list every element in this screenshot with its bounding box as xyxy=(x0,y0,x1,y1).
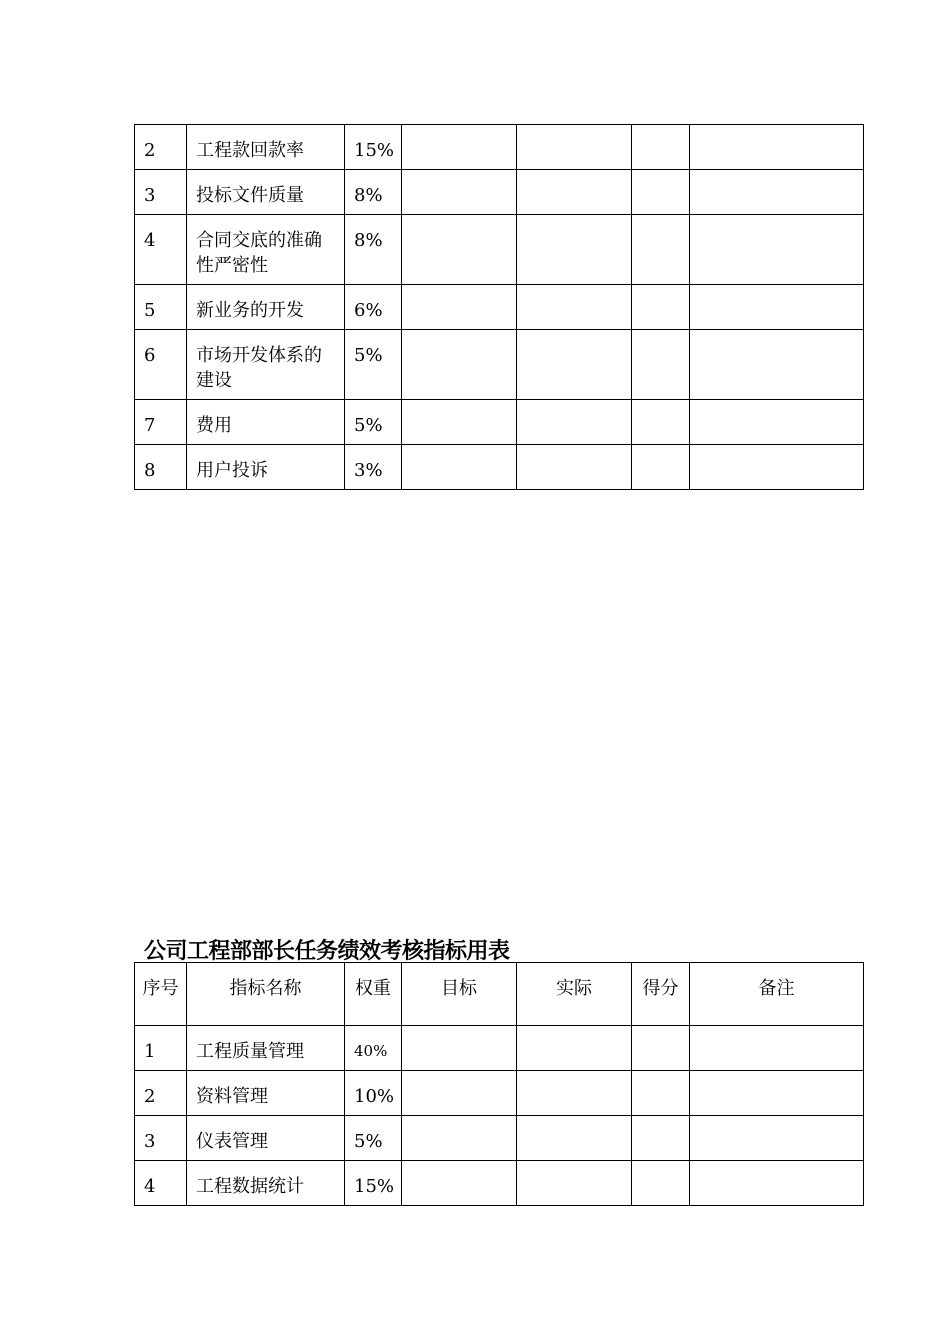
target-cell xyxy=(402,215,517,285)
remark-cell xyxy=(690,400,864,445)
indicator-name: 市场开发体系的建设 xyxy=(187,330,345,400)
indicator-weight: 5% xyxy=(345,330,402,400)
indicator-weight: 3% xyxy=(345,445,402,490)
target-cell xyxy=(402,1161,517,1206)
indicator-weight: 10% xyxy=(345,1071,402,1116)
indicator-table-continued xyxy=(134,124,864,490)
indicator-name: 工程数据统计 xyxy=(187,1161,345,1206)
actual-cell xyxy=(517,125,632,170)
table-row xyxy=(135,215,864,285)
actual-cell xyxy=(517,1161,632,1206)
actual-cell xyxy=(517,400,632,445)
score-cell xyxy=(632,1026,690,1071)
table-row xyxy=(135,330,864,400)
table-row xyxy=(135,1161,864,1206)
indicator-weight: 8% xyxy=(345,215,402,285)
target-cell xyxy=(402,170,517,215)
indicator-name: 投标文件质量 xyxy=(187,170,345,215)
remark-cell xyxy=(690,1116,864,1161)
header-score: 得分 xyxy=(632,963,690,1026)
target-cell xyxy=(402,1026,517,1071)
indicator-name: 费用 xyxy=(187,400,345,445)
indicator-name: 仪表管理 xyxy=(187,1116,345,1161)
indicator-name: 工程质量管理 xyxy=(187,1026,345,1071)
row-number: 2 xyxy=(135,125,187,170)
row-number: 4 xyxy=(135,1161,187,1206)
score-cell xyxy=(632,445,690,490)
target-cell xyxy=(402,1116,517,1161)
actual-cell xyxy=(517,285,632,330)
target-cell xyxy=(402,125,517,170)
target-cell xyxy=(402,285,517,330)
remark-cell xyxy=(690,215,864,285)
row-number: 8 xyxy=(135,445,187,490)
indicator-name: 工程款回款率 xyxy=(187,125,345,170)
actual-cell xyxy=(517,215,632,285)
indicator-weight: 8% xyxy=(345,170,402,215)
score-cell xyxy=(632,285,690,330)
indicator-name: 新业务的开发 xyxy=(187,285,345,330)
row-number: 2 xyxy=(135,1071,187,1116)
row-number: 5 xyxy=(135,285,187,330)
table-row xyxy=(135,1071,864,1116)
actual-cell xyxy=(517,1071,632,1116)
remark-cell xyxy=(690,445,864,490)
indicator-weight: 40% xyxy=(345,1026,402,1071)
remark-cell xyxy=(690,285,864,330)
table-header-row xyxy=(135,963,864,1026)
indicator-weight: 5% xyxy=(345,400,402,445)
indicator-weight: 6% xyxy=(345,285,402,330)
row-number: 3 xyxy=(135,170,187,215)
target-cell xyxy=(402,445,517,490)
table-row xyxy=(135,1116,864,1161)
score-cell xyxy=(632,330,690,400)
remark-cell xyxy=(690,125,864,170)
table-row xyxy=(135,285,864,330)
indicator-name: 合同交底的准确性严密性 xyxy=(187,215,345,285)
target-cell xyxy=(402,1071,517,1116)
table-row xyxy=(135,400,864,445)
score-cell xyxy=(632,400,690,445)
table-row xyxy=(135,170,864,215)
row-number: 4 xyxy=(135,215,187,285)
header-name: 指标名称 xyxy=(187,963,345,1026)
actual-cell xyxy=(517,1026,632,1071)
indicator-weight: 15% xyxy=(345,1161,402,1206)
score-cell xyxy=(632,125,690,170)
actual-cell xyxy=(517,330,632,400)
actual-cell xyxy=(517,1116,632,1161)
table-row xyxy=(135,125,864,170)
score-cell xyxy=(632,170,690,215)
table-row xyxy=(135,1026,864,1071)
header-no: 序号 xyxy=(135,963,187,1026)
row-number: 6 xyxy=(135,330,187,400)
row-number: 3 xyxy=(135,1116,187,1161)
remark-cell xyxy=(690,1071,864,1116)
header-weight: 权重 xyxy=(345,963,402,1026)
remark-cell xyxy=(690,1161,864,1206)
score-cell xyxy=(632,215,690,285)
header-target: 目标 xyxy=(402,963,517,1026)
actual-cell xyxy=(517,170,632,215)
remark-cell xyxy=(690,170,864,215)
remark-cell xyxy=(690,330,864,400)
table-row xyxy=(135,445,864,490)
row-number: 1 xyxy=(135,1026,187,1071)
indicator-name: 用户投诉 xyxy=(187,445,345,490)
remark-cell xyxy=(690,1026,864,1071)
score-cell xyxy=(632,1116,690,1161)
row-number: 7 xyxy=(135,400,187,445)
header-remark: 备注 xyxy=(690,963,864,1026)
indicator-weight: 15% xyxy=(345,125,402,170)
actual-cell xyxy=(517,445,632,490)
table-title: 公司工程部部长任务绩效考核指标用表 xyxy=(144,939,510,964)
department-head-indicator-table xyxy=(134,962,864,1206)
score-cell xyxy=(632,1161,690,1206)
target-cell xyxy=(402,400,517,445)
score-cell xyxy=(632,1071,690,1116)
indicator-weight: 5% xyxy=(345,1116,402,1161)
header-actual: 实际 xyxy=(517,963,632,1026)
indicator-name: 资料管理 xyxy=(187,1071,345,1116)
target-cell xyxy=(402,330,517,400)
